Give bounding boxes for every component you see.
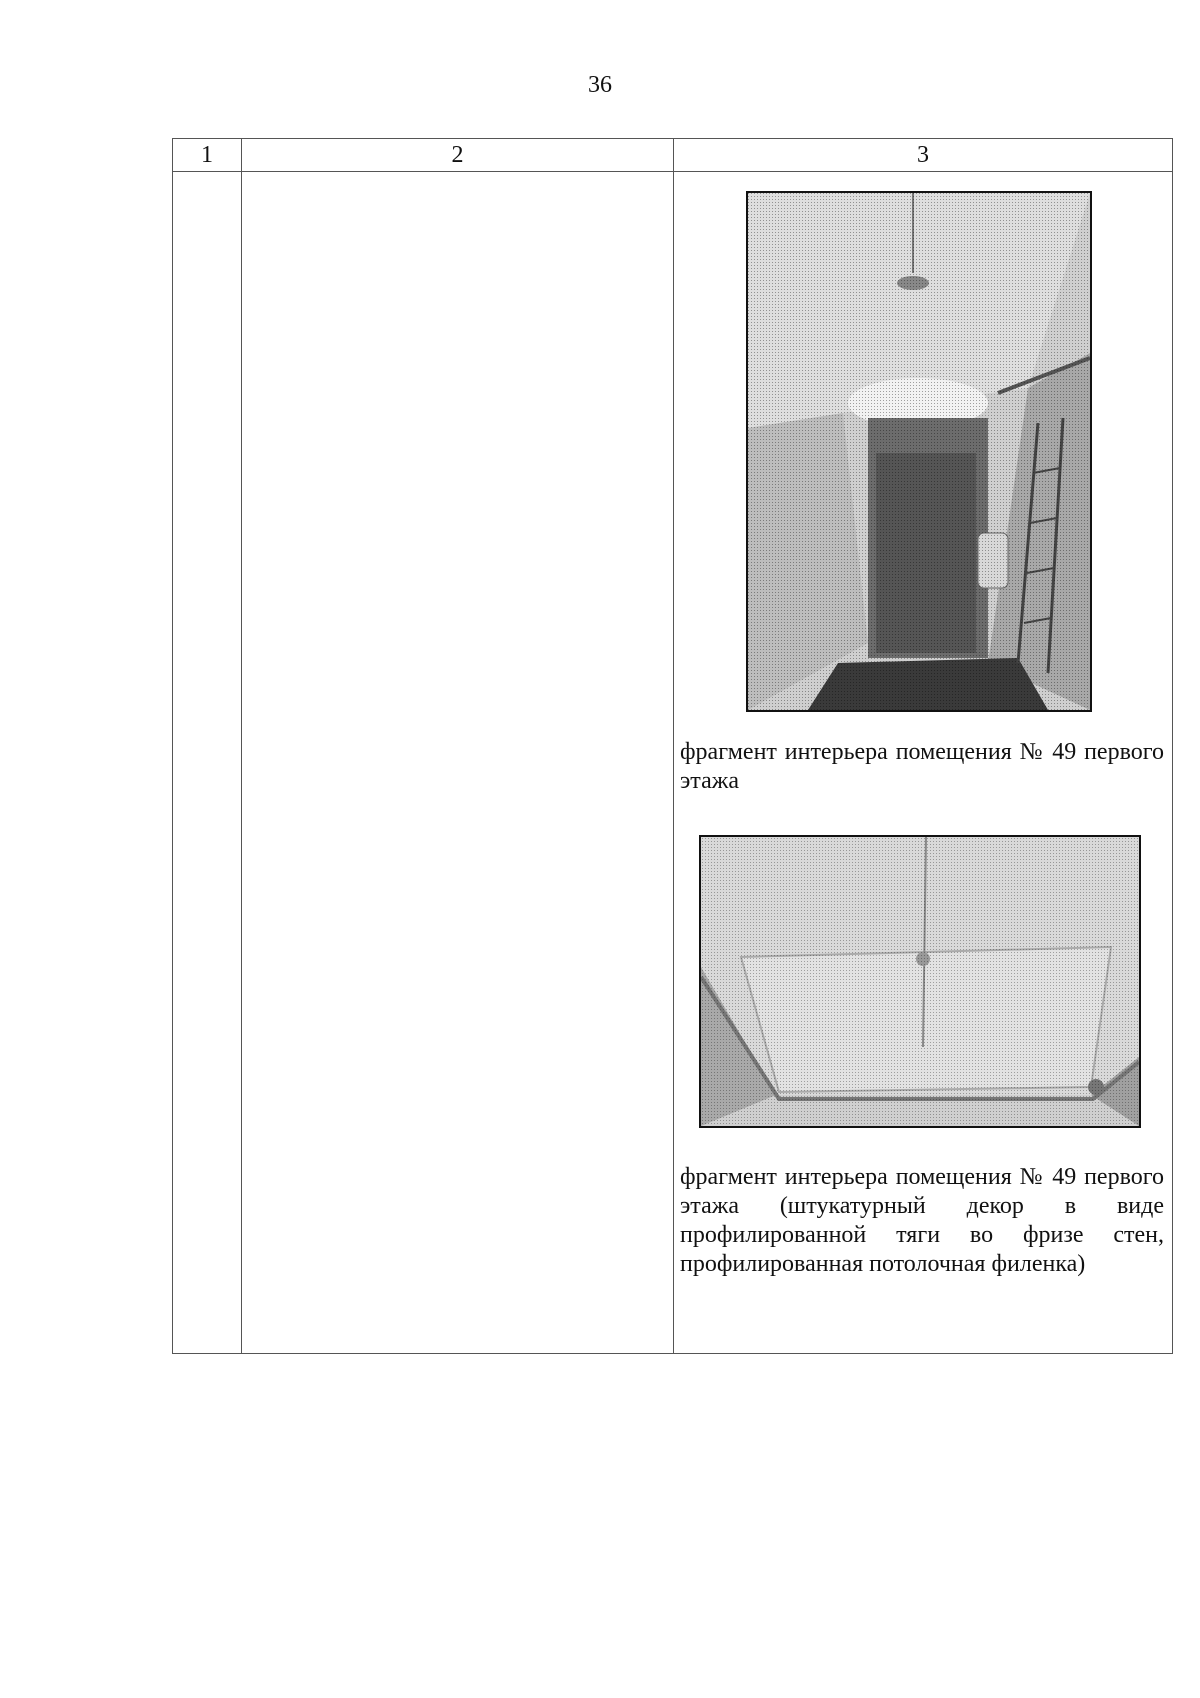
table-header-row: [173, 139, 1173, 172]
column-header-3: 3: [674, 139, 1173, 172]
document-table: [172, 138, 1173, 1354]
corridor-photo-image: [748, 193, 1090, 710]
table-cell-col3: [674, 172, 1173, 1354]
photo-caption: фрагмент интерьера помещения № 49 первого этажа: [680, 739, 1164, 794]
column-header-2: 2: [242, 139, 674, 172]
table-row: [173, 172, 1173, 1354]
ceiling-photo-image: [701, 837, 1139, 1126]
corridor-photo: [746, 191, 1092, 712]
photo-caption: фрагмент интерьера помещения № 49 первого этажа (штукатурный декор в виде профилированной тяги во фризе стен, профилированная потолочная филенка): [680, 1164, 1164, 1277]
column-header-1: 1: [173, 139, 242, 172]
table-cell-col2: [242, 172, 674, 1354]
table-cell-col1: [173, 172, 242, 1354]
ceiling-photo: [699, 835, 1141, 1128]
page-number: 36: [588, 72, 612, 98]
